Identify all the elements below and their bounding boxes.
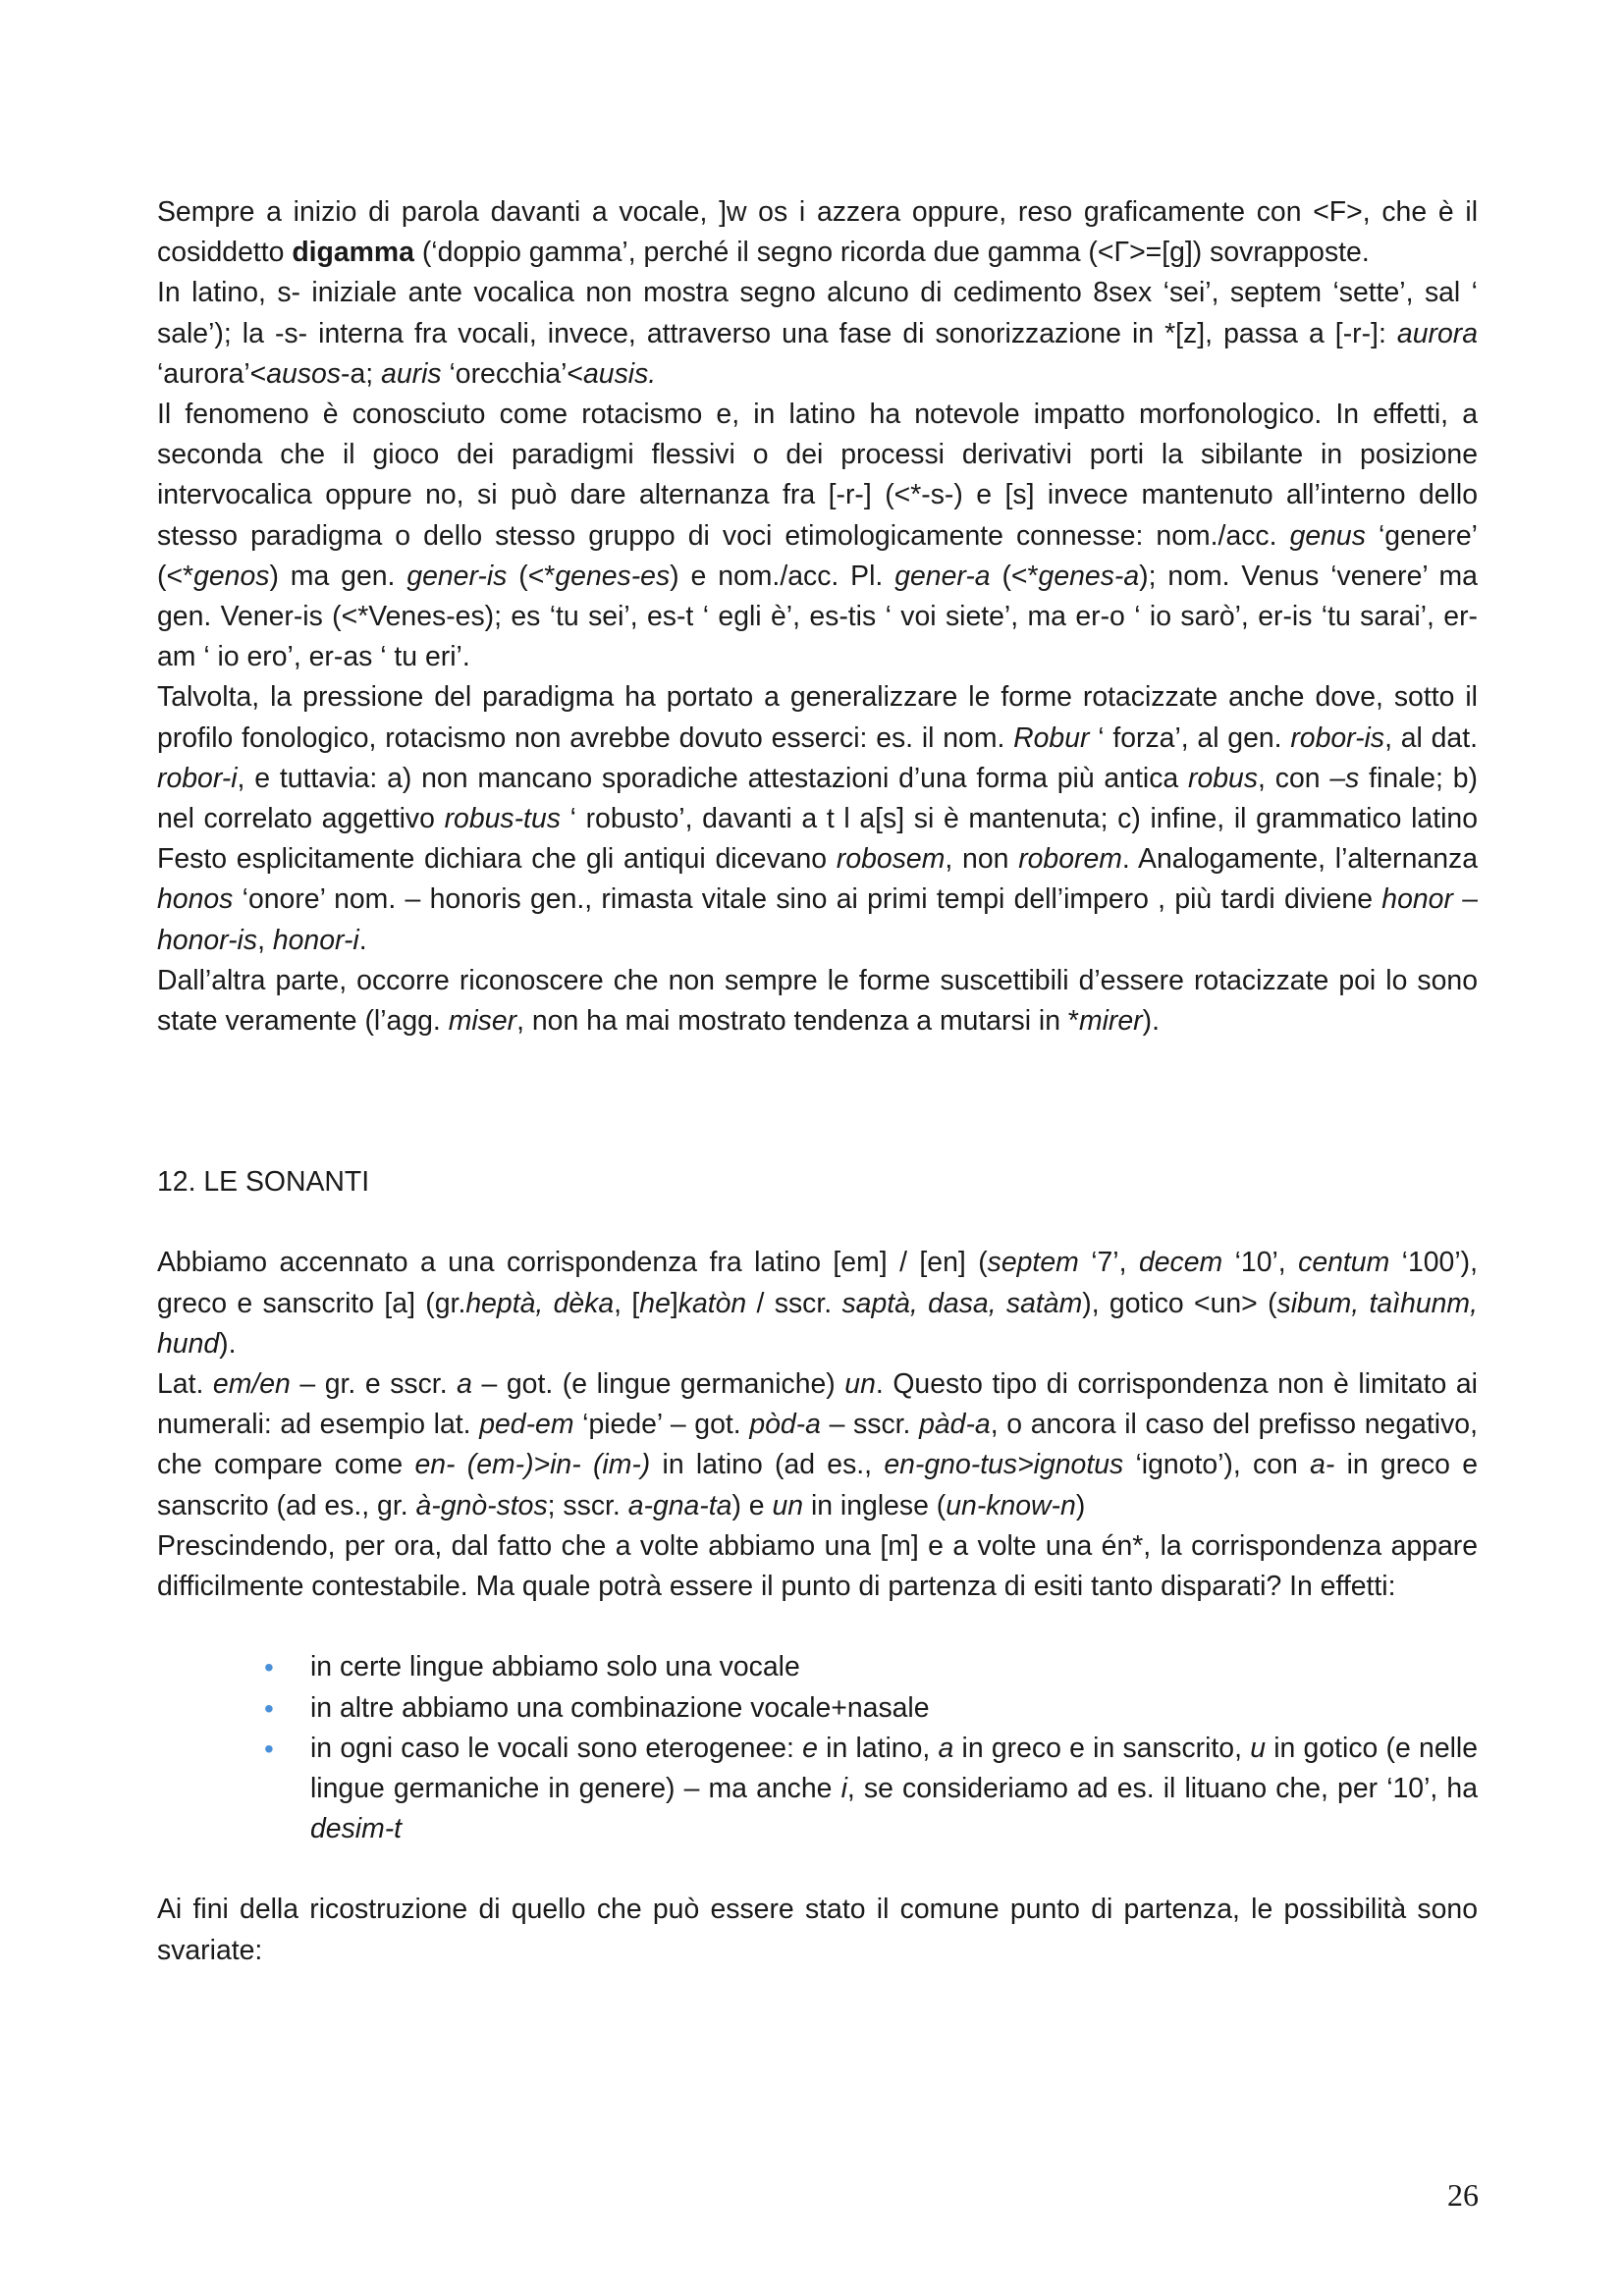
bullet-icon: • xyxy=(264,1733,274,1764)
paragraph: Prescindendo, per ora, dal fatto che a volte abbiamo una [m] e a volte una én*, la corrispondenza appare difficilmente contestabile. Ma quale potrà essere il punto di partenza di esiti tanto disparati? In effetti: xyxy=(157,1529,1478,1603)
section-heading: 12. LE SONANTI xyxy=(157,1166,370,1199)
paragraph: Il fenomeno è conosciuto come rotacismo e, in latino ha notevole impatto morfonologico. In effetti, a seconda che il gioco dei paradigmi flessivi o dei processi derivativi porti la sibilante in posizione intervocalica oppure no, si può dare alternanza fra [-r-] (<*-s-) e [s] invece mantenuto all’interno dello stesso paradigma o dello stesso gruppo di voci etimologicamente connesse: nom./acc. genus ‘genere’ (<*genos) ma gen. gener-is (<*genes-es) e nom./acc. Pl. gener-a (<*genes-a); nom. Venus ‘venere’ ma gen. Vener-is (<*Venes-es); es ‘tu sei’, es-t ‘ egli è’, es-tis ‘ voi siete’, ma er-o ‘ io sarò’, er-is ‘tu sarai’, er-am ‘ io ero’, er-as ‘ tu eri’. xyxy=(157,399,1478,673)
paragraph: Lat. em/en – gr. e sscr. a – got. (e lingue germaniche) un. Questo tipo di corrispondenza non è limitato ai numerali: ad esempio lat. ped-em ‘piede’ – got. pòd-a – sscr. pàd-a, o ancora il caso del prefisso negativo, che compare come en- (em-)>in- (im-) in latino (ad es., en-gno-tus>ignotus ‘ignoto’), con a- in greco e sanscrito (ad es., gr. à-gnò-stos; sscr. a-gna-ta) e un in inglese (un-know-n) xyxy=(157,1368,1479,1522)
paragraph: Abbiamo accennato a una corrispondenza fra latino [em] / [en] (septem ‘7’, decem ‘10’, centum ‘100’), greco e sanscrito [a] (gr.heptà, dèka, [he]katòn / sscr. saptà, dasa, satàm), gotico <un> (sibum, taìhunm, hund). xyxy=(157,1247,1478,1360)
list-item: • in altre abbiamo una combinazione vocale+nasale xyxy=(310,1688,1478,1729)
bullet-icon: • xyxy=(264,1652,274,1683)
list-item: • in certe lingue abbiamo solo una vocale xyxy=(310,1647,1478,1687)
document-body xyxy=(157,192,1478,1971)
paragraph: Talvolta, la pressione del paradigma ha portato a generalizzare le forme rotacizzate anche dove, sotto il profilo fonologico, rotacismo non avrebbe dovuto esserci: es. il nom. Robur ‘ forza’, al gen. robor-is, al dat. robor-i, e tuttavia: a) non mancano sporadiche attestazioni d’una forma più antica robus, con –s finale; b) nel correlato aggettivo robus-tus ‘ robusto’, davanti a t l a[s] si è mantenuta; c) infine, il grammatico latino Festo esplicitamente dichiara che gli antiqui dicevano robosem, non roborem. Analogamente, l’alternanza honos ‘onore’ nom. – honoris gen., rimasta vitale sino ai primi tempi dell’impero , più tardi diviene honor – honor-is, honor-i. xyxy=(157,681,1478,956)
section-11 xyxy=(157,192,1478,1041)
list-item: • in ogni caso le vocali sono eterogenee: e in latino, a in greco e in sanscrito, u in gotico (e nelle lingue germaniche in genere) – ma anche i, se consideriamo ad es. il lituano che, per ‘10’, ha desim-t xyxy=(310,1729,1478,1850)
page-number: 26 xyxy=(1447,2177,1479,2213)
paragraph: Ai fini della ricostruzione di quello che può essere stato il comune punto di partenza, le possibilità sono svariate: xyxy=(157,1894,1478,1966)
paragraph: Dall’altra parte, occorre riconoscere che non sempre le forme suscettibili d’essere rotacizzate poi lo sono state veramente (l’agg. miser, non ha mai mostrato tendenza a mutarsi in *mirer). xyxy=(157,964,1478,1038)
term-digamma: digamma xyxy=(292,237,414,269)
bullet-list xyxy=(157,1647,1478,1849)
bullet-icon: • xyxy=(264,1692,274,1724)
paragraph: In latino, s- iniziale ante vocalica non mostra segno alcuno di cedimento 8sex ‘sei’, septem ‘sette’, sal ‘ sale’); la -s- interna fra vocali, invece, attraverso una fase di sonorizzazione in *[z], passa a [-r-]: aurora ‘aurora’<ausos-a; auris ‘orecchia’<ausis. xyxy=(157,277,1478,390)
paragraph: Sempre a inizio di parola davanti a vocale, ]w os i azzera oppure, reso graficamente con <F>, che è il cosiddetto digamma (‘doppio gamma’, perché il segno ricorda due gamma (<Γ>=[g]) sovrapposte. xyxy=(157,196,1478,269)
